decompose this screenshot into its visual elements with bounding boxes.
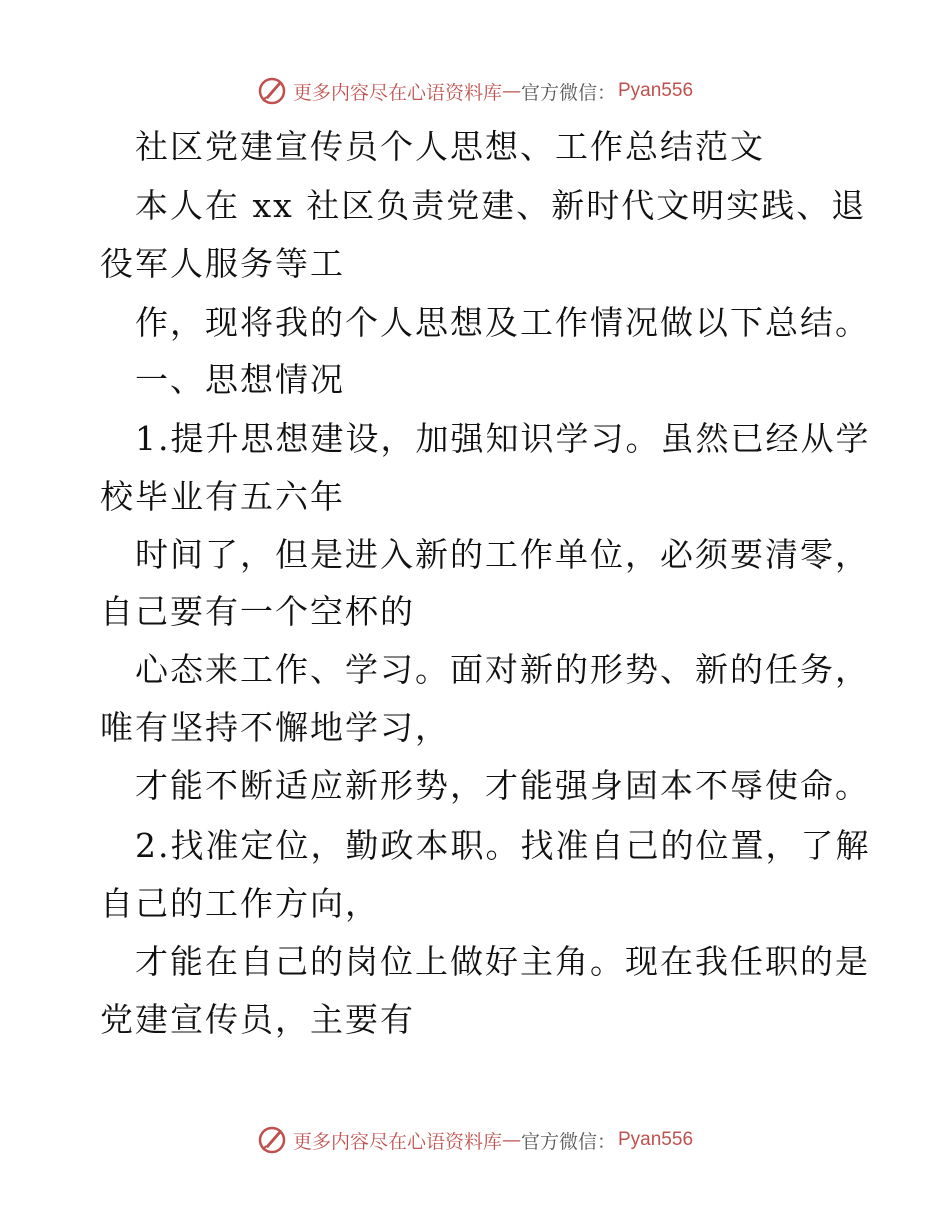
paragraph-line: 心态来工作、学习。面对新的形势、新的任务， bbox=[135, 650, 870, 689]
wechat-id: Pyan556 bbox=[618, 80, 694, 101]
paragraph-line: 校毕业有五六年 bbox=[100, 477, 345, 516]
banner-text: 更多内容尽在心语资料库 bbox=[292, 81, 502, 104]
paragraph-line: 作，现将我的个人思想及工作情况做以下总结。 bbox=[135, 303, 870, 342]
paragraph-line: 本人在 xx 社区负责党建、新时代文明实践、退 bbox=[135, 186, 867, 225]
paragraph-line: 才能不断适应新形势，才能强身固本不辱使命。 bbox=[135, 766, 870, 805]
wechat-label: 官方微信： bbox=[520, 1130, 616, 1153]
banner-text: 更多内容尽在心语资料库 bbox=[292, 1130, 502, 1153]
paragraph-line: 才能在自己的岗位上做好主角。现在我任职的是 bbox=[135, 942, 870, 981]
paragraph-line: 党建宣传员，主要有 bbox=[100, 1000, 415, 1039]
wechat-id: Pyan556 bbox=[618, 1129, 694, 1150]
paragraph-line: 1.提升思想建设，加强知识学习。虽然已经从学 bbox=[135, 419, 871, 458]
banner-dash: — bbox=[501, 1129, 521, 1151]
paragraph-line: 役军人服务等工 bbox=[100, 244, 345, 283]
document-title: 社区党建宣传员个人思想、工作总结范文 bbox=[135, 127, 765, 166]
footer-banner bbox=[0, 1120, 950, 1160]
paragraph-line: 自己要有一个空杯的 bbox=[100, 592, 415, 631]
paragraph-line: 唯有坚持不懈地学习， bbox=[100, 708, 450, 747]
quill-logo-icon bbox=[257, 1125, 287, 1155]
paragraph-line: 时间了，但是进入新的工作单位，必须要清零， bbox=[135, 535, 870, 574]
wechat-label: 官方微信： bbox=[520, 81, 616, 104]
paragraph-line: 2.找准定位，勤政本职。找准自己的位置，了解 bbox=[135, 826, 871, 865]
section-heading: 一、思想情况 bbox=[135, 360, 345, 399]
banner-dash: — bbox=[501, 80, 521, 102]
paragraph-line: 自己的工作方向， bbox=[100, 884, 380, 923]
